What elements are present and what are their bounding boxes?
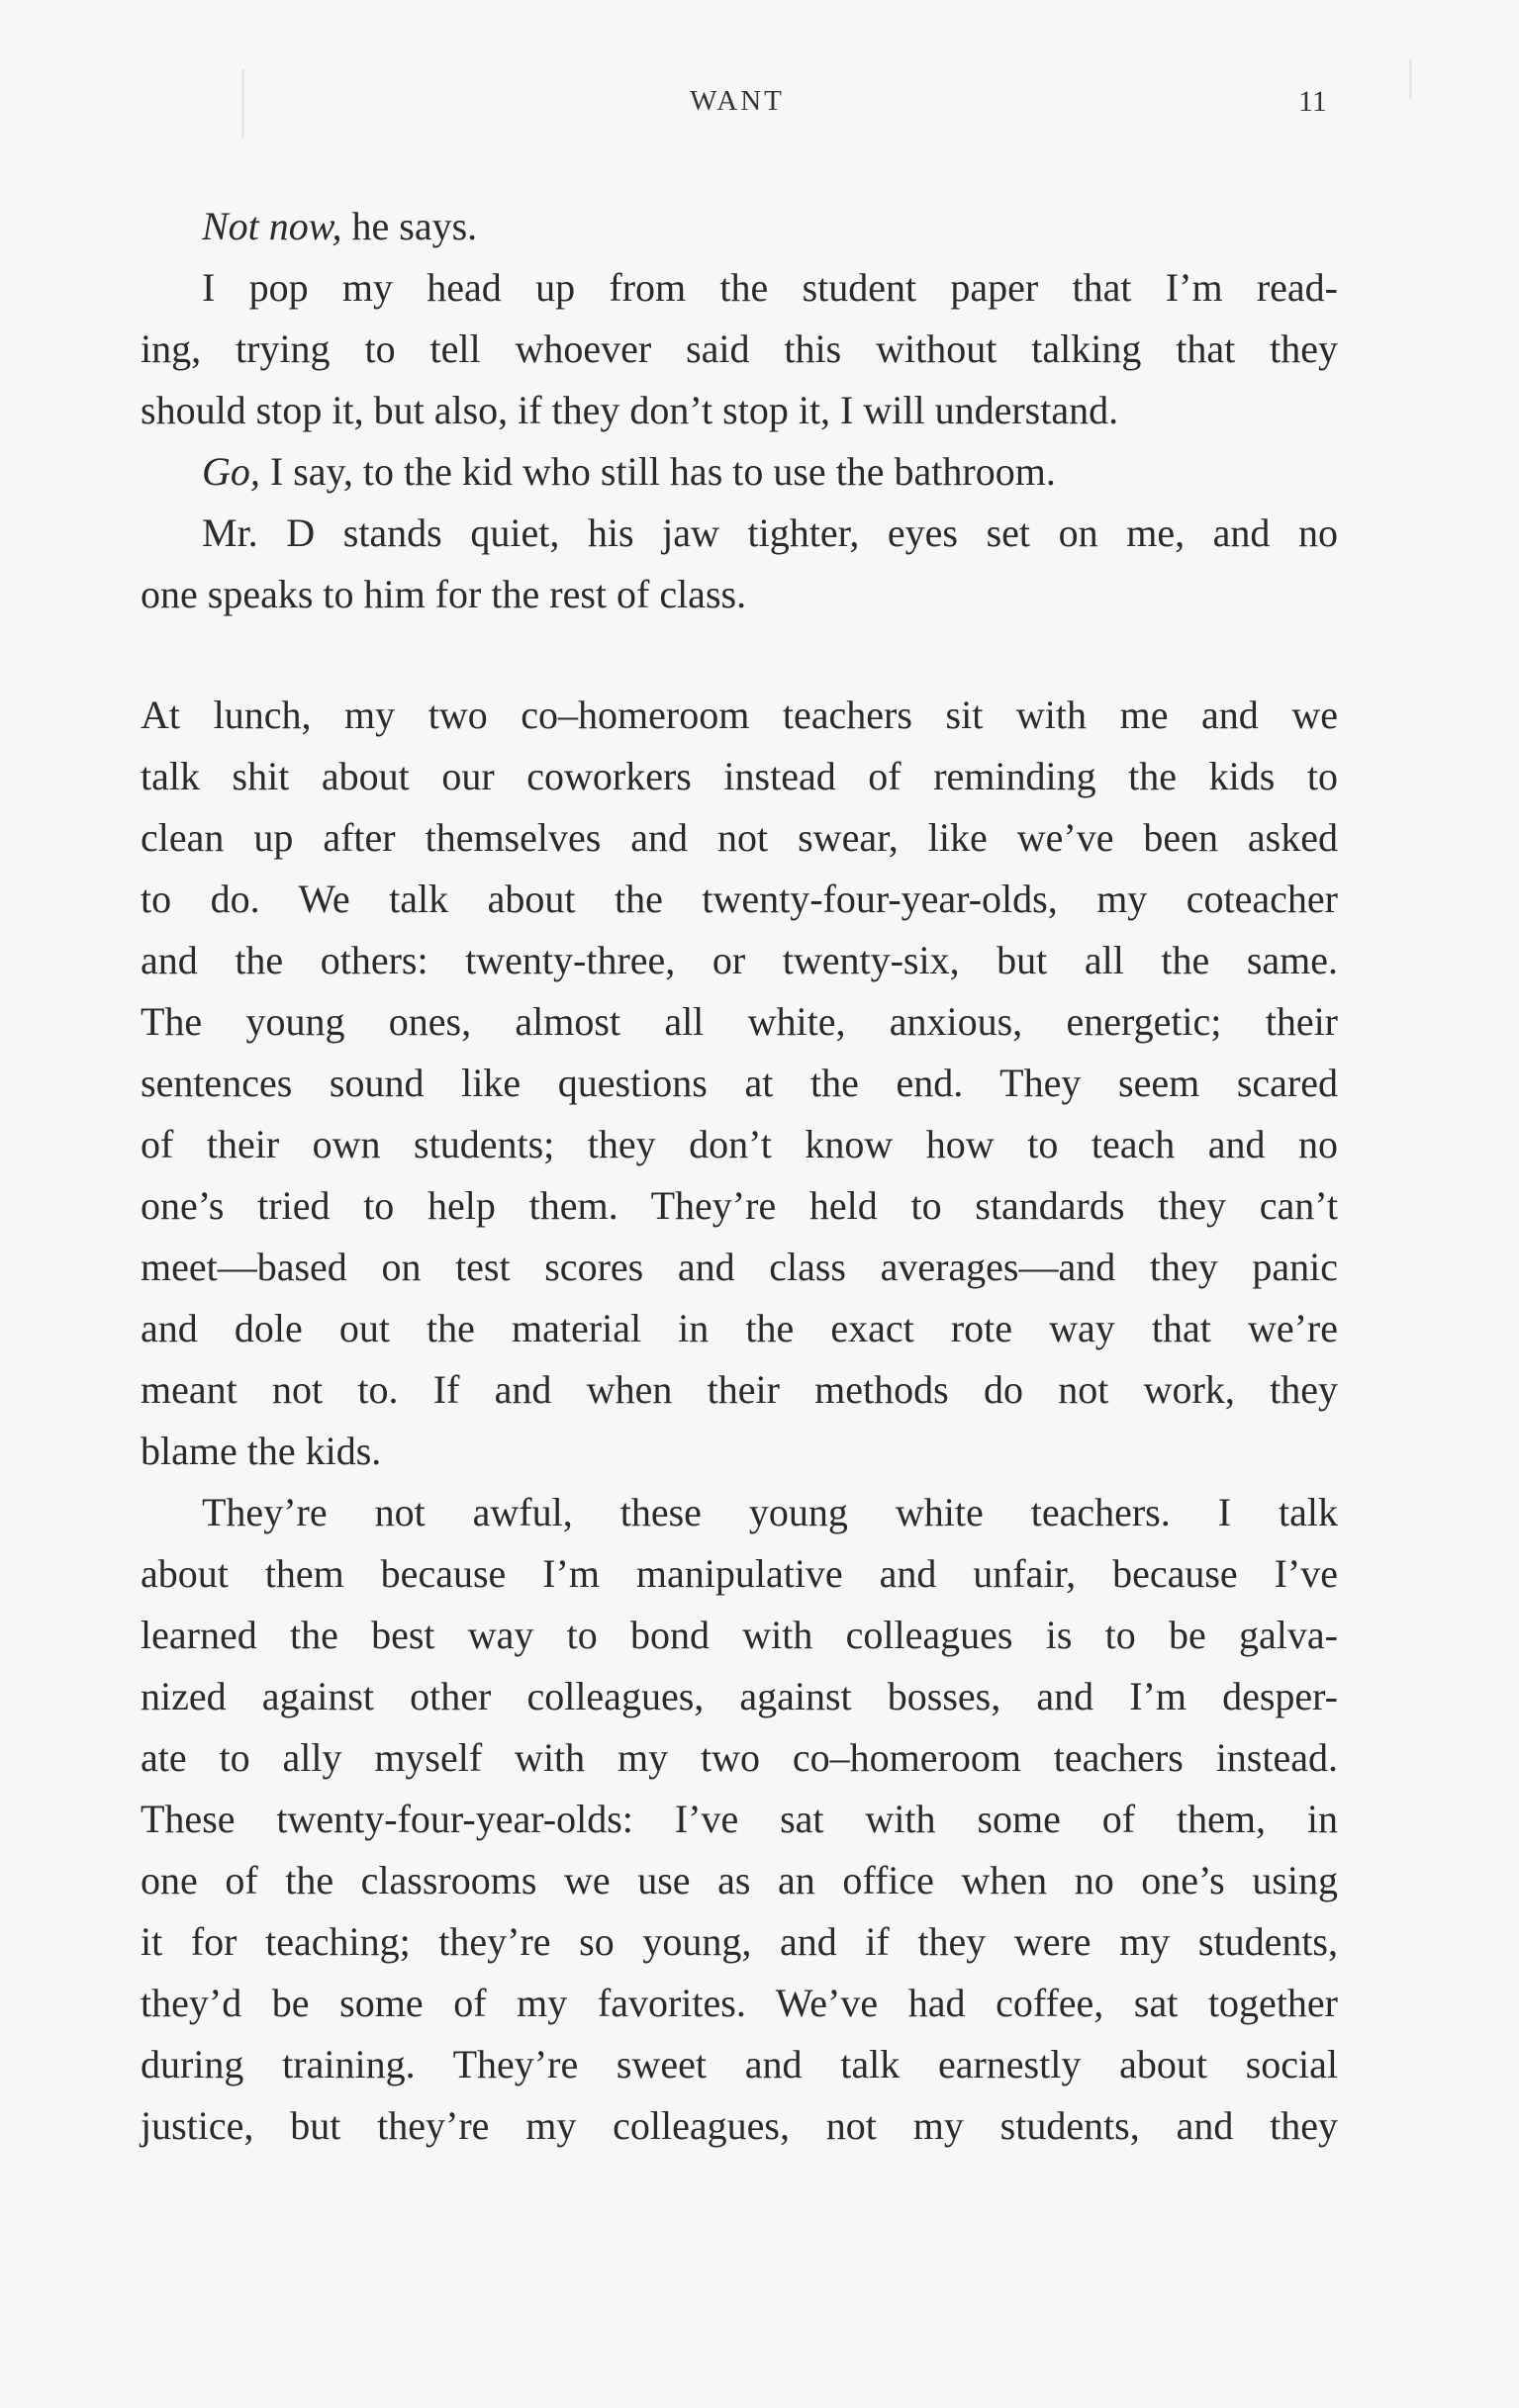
line-text: of their own students; they don’t know how to teach and no bbox=[141, 1122, 1338, 1166]
line-text: should stop it, but also, if they don’t stop it, I will understand. bbox=[141, 388, 1119, 432]
line-text: one speaks to him for the rest of class. bbox=[141, 572, 747, 616]
text-line bbox=[141, 1175, 1338, 1237]
text-line bbox=[141, 564, 1338, 625]
text-line bbox=[141, 2095, 1338, 2157]
line-text: it for teaching; they’re so young, and if they were my students, bbox=[141, 1919, 1338, 1964]
line-text: meant not to. If and when their methods do not work, they bbox=[141, 1367, 1338, 1412]
line-text: and dole out the material in the exact rote way that we’re bbox=[141, 1306, 1338, 1350]
line-text: and the others: twenty-three, or twenty-six, but all the same. bbox=[141, 938, 1338, 982]
text-line bbox=[141, 503, 1338, 564]
text-line bbox=[141, 1543, 1338, 1605]
text-line bbox=[141, 991, 1338, 1053]
line-text: learned the best way to bond with colleagues is to be galva- bbox=[141, 1613, 1338, 1657]
line-text: nized against other colleagues, against bosses, and I’m desper- bbox=[141, 1674, 1338, 1718]
text-line bbox=[141, 930, 1338, 991]
line-text: They’re not awful, these young white teachers. I talk bbox=[202, 1490, 1338, 1534]
italic-text: Go, bbox=[202, 449, 260, 494]
text-line bbox=[141, 807, 1338, 869]
text-line bbox=[141, 1482, 1338, 1543]
line-text: The young ones, almost all white, anxious, energetic; their bbox=[141, 999, 1338, 1044]
italic-text: Not now, bbox=[202, 204, 342, 248]
section-break bbox=[141, 625, 1338, 685]
text-line bbox=[141, 869, 1338, 930]
text-line bbox=[141, 1789, 1338, 1850]
line-text: Mr. D stands quiet, his jaw tighter, eyes set on me, and no bbox=[202, 510, 1338, 555]
text-line bbox=[141, 1359, 1338, 1421]
line-text: clean up after themselves and not swear, like we’ve been asked bbox=[141, 815, 1338, 860]
line-text: I pop my head up from the student paper that I’m read- bbox=[202, 265, 1338, 310]
line-text: blame the kids. bbox=[141, 1429, 382, 1473]
text-line bbox=[141, 441, 1338, 503]
text-line bbox=[141, 319, 1338, 380]
running-title: WANT bbox=[690, 85, 785, 117]
text-line bbox=[141, 685, 1338, 746]
line-text: At lunch, my two co–homeroom teachers sit with me and we bbox=[141, 693, 1338, 737]
text-line bbox=[141, 1114, 1338, 1175]
page-number: 11 bbox=[1298, 85, 1327, 118]
line-text: I say, to the kid who still has to use the bathroom. bbox=[259, 449, 1056, 494]
running-head bbox=[0, 85, 1519, 125]
text-line bbox=[141, 196, 1338, 257]
line-text: one of the classrooms we use as an office when no one’s using bbox=[141, 1858, 1338, 1902]
line-text: talk shit about our coworkers instead of reminding the kids to bbox=[141, 754, 1338, 798]
paragraph bbox=[141, 1482, 1338, 2157]
text-line bbox=[141, 1666, 1338, 1727]
body-text bbox=[141, 196, 1338, 2157]
text-line bbox=[141, 1237, 1338, 1298]
text-line bbox=[141, 2034, 1338, 2095]
paragraph bbox=[141, 503, 1338, 625]
line-text: justice, but they’re my colleagues, not my students, and they bbox=[141, 2103, 1338, 2148]
text-line bbox=[141, 1421, 1338, 1482]
text-line bbox=[141, 257, 1338, 319]
line-text: about them because I’m manipulative and unfair, because I’ve bbox=[141, 1551, 1338, 1596]
text-line bbox=[141, 746, 1338, 807]
text-line bbox=[141, 1053, 1338, 1114]
paragraph bbox=[141, 685, 1338, 1482]
line-text: he says. bbox=[341, 204, 478, 248]
paragraph bbox=[141, 257, 1338, 441]
line-text: sentences sound like questions at the end. They seem scared bbox=[141, 1061, 1338, 1105]
text-line bbox=[141, 380, 1338, 441]
paragraph bbox=[141, 196, 1338, 257]
text-line bbox=[141, 1727, 1338, 1789]
line-text: to do. We talk about the twenty-four-year-olds, my coteacher bbox=[141, 877, 1338, 921]
line-text: they’d be some of my favorites. We’ve had coffee, sat together bbox=[141, 1981, 1338, 2025]
line-text: one’s tried to help them. They’re held to standards they can’t bbox=[141, 1183, 1338, 1228]
line-text: These twenty-four-year-olds: I’ve sat with some of them, in bbox=[141, 1797, 1338, 1841]
text-line bbox=[141, 1298, 1338, 1359]
text-line bbox=[141, 1850, 1338, 1911]
line-text: ing, trying to tell whoever said this without talking that they bbox=[141, 326, 1338, 371]
line-text: during training. They’re sweet and talk earnestly about social bbox=[141, 2042, 1338, 2086]
text-line bbox=[141, 1911, 1338, 1973]
line-text: ate to ally myself with my two co–homeroom teachers instead. bbox=[141, 1735, 1338, 1780]
text-line bbox=[141, 1973, 1338, 2034]
line-text: meet—based on test scores and class averages—and they panic bbox=[141, 1245, 1338, 1289]
text-line bbox=[141, 1605, 1338, 1666]
paragraph bbox=[141, 441, 1338, 503]
